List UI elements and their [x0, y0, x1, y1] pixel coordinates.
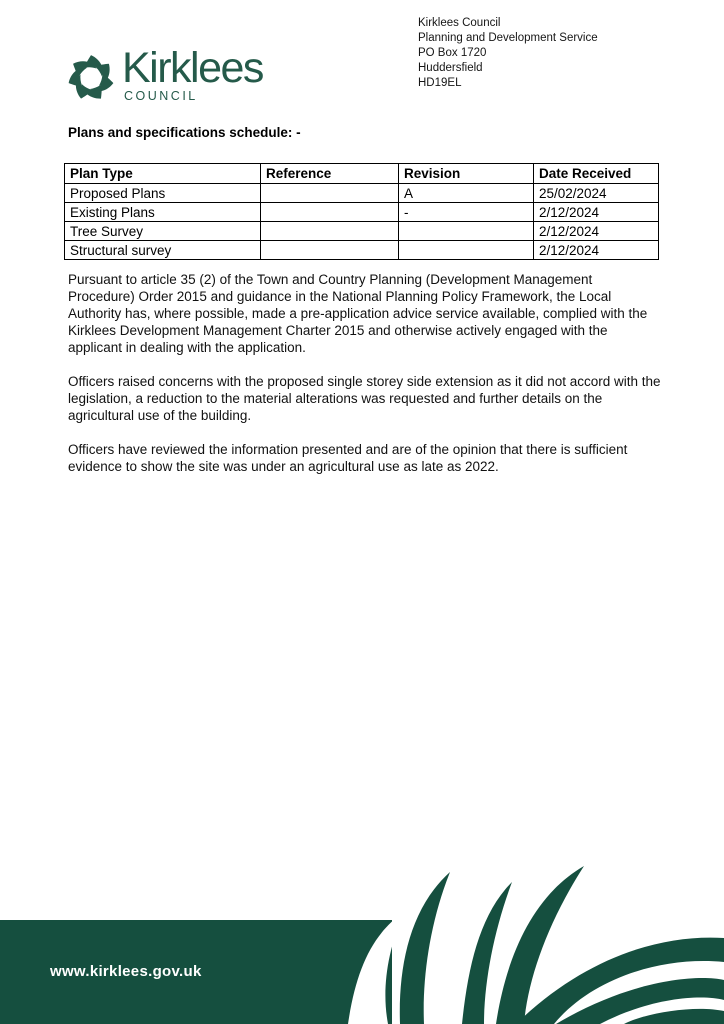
- column-header-reference: Reference: [261, 164, 399, 184]
- website-url: www.kirklees.gov.uk: [50, 963, 202, 980]
- paragraph-review: Officers have reviewed the information presented and are of the opinion that there is sufficient evidence to show the site was under an agricultural use as late as 2022.: [68, 442, 628, 474]
- table-cell: Proposed Plans: [65, 184, 261, 203]
- table-cell: [399, 222, 534, 241]
- address-line: HD19EL: [418, 77, 462, 89]
- letter-body: [68, 271, 662, 492]
- address-line: Kirklees Council: [418, 17, 501, 29]
- table-cell: [261, 184, 399, 203]
- column-header-plan-type: Plan Type: [65, 164, 261, 184]
- table-row: [65, 222, 659, 241]
- table-row: [65, 203, 659, 222]
- table-row: [65, 184, 659, 203]
- table-cell: 2/12/2024: [534, 222, 659, 241]
- table-cell: A: [399, 184, 534, 203]
- table-header-row: [65, 164, 659, 184]
- table-cell: -: [399, 203, 534, 222]
- logo-wordmark: Kirklees: [122, 44, 263, 92]
- table-cell: 2/12/2024: [534, 241, 659, 260]
- plans-table: [64, 163, 659, 260]
- address-line: Planning and Development Service: [418, 32, 598, 44]
- kirklees-logo: [66, 44, 263, 104]
- sender-address-block: [418, 16, 598, 91]
- address-line: PO Box 1720: [418, 47, 487, 59]
- logo-text: [122, 44, 263, 103]
- table-cell: [261, 222, 399, 241]
- paragraph-concerns: Officers raised concerns with the proposed single storey side extension as it did not accord with the legislation, a reduction to the material alterations was requested and further details on the agricultural use of the building.: [68, 374, 661, 423]
- table-cell: [261, 241, 399, 260]
- table-cell: Structural survey: [65, 241, 261, 260]
- schedule-heading: Plans and specifications schedule: -: [68, 125, 301, 140]
- table-row: [65, 241, 659, 260]
- footer-swirl-banner: [0, 860, 724, 1024]
- table-cell: [399, 241, 534, 260]
- table-cell: [261, 203, 399, 222]
- paragraph-pursuant: Pursuant to article 35 (2) of the Town and Country Planning (Development Management Procedure) Order 2015 and guidance in the National Planning Policy Framework, the Local Authority has, where possible, made a pre-application advice service available, complied with the Kirklees Development Management Charter 2015 and otherwise actively engaged with the applicant in dealing with the application.: [68, 272, 648, 355]
- table-cell: Existing Plans: [65, 203, 261, 222]
- table-cell: Tree Survey: [65, 222, 261, 241]
- table-cell: 25/02/2024: [534, 184, 659, 203]
- address-line: Huddersfield: [418, 62, 483, 74]
- table-cell: 2/12/2024: [534, 203, 659, 222]
- column-header-date-received: Date Received: [534, 164, 659, 184]
- logo-subtitle: COUNCIL: [124, 89, 198, 103]
- kirklees-swirl-icon: [66, 52, 116, 104]
- column-header-revision: Revision: [399, 164, 534, 184]
